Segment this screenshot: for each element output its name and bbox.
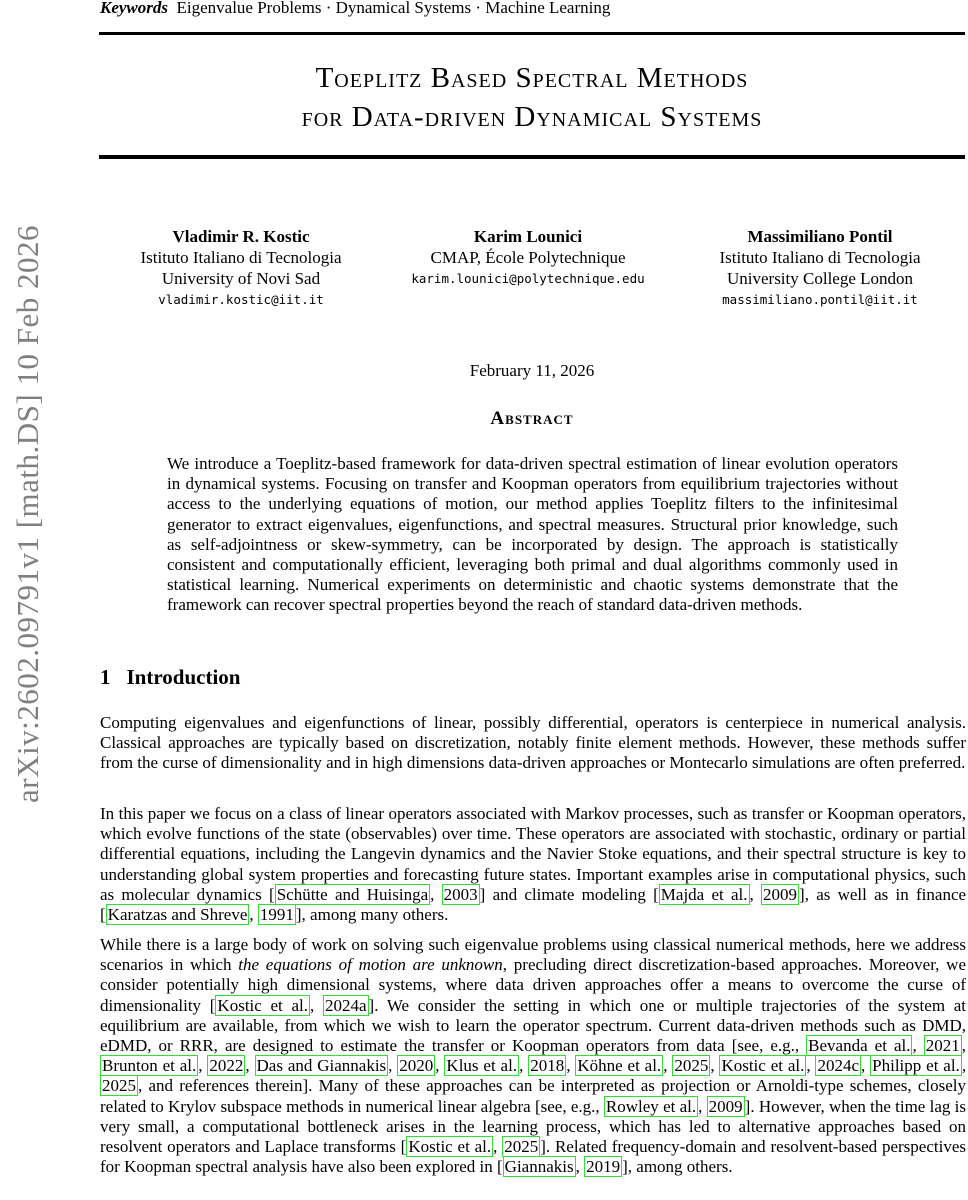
citation-link[interactable]: Schütte and Huisinga [276,884,429,904]
citation-link[interactable]: 2020 [399,1056,434,1076]
citation-link[interactable]: 2025 [102,1076,136,1096]
intro-paragraph-2: In this paper we focus on a class of linear operators associated with Markov processes, such as transfer or Koopman operators, which evolve functions of the state (observables) over time. These operators are associated with stochastic, ordinary or partial differential equations, including the Langevin dynamics and the Navier Stoke equations, and their spectral structure is key to understanding global system properties and forecasting future states. Important examples arise in computational physics, such as molecular dynamics [ Schütte and Huisinga , 2003 ] and climate modeling [ Majda et al. , 2009 ], as well as in finance [ Karatzas and Shreve , 1991 ], among many others. [100,804,967,925]
keywords-line [100,0,610,18]
author-affiliation: University College London [726,269,914,288]
author-email[interactable]: karim.lounici@polytechnique.edu [411,271,645,286]
author-block-3 [680,226,960,310]
citation-link[interactable]: 2024c [817,1056,860,1076]
citation-link[interactable]: Giannakis [504,1157,574,1177]
abstract-heading: Abstract [490,408,574,429]
paper-title-line-1: Toeplitz Based Spectral Methods [315,62,749,94]
citation-link[interactable]: Bevanda et al. [808,1036,911,1056]
section-heading [100,665,240,690]
author-block-2 [388,226,668,289]
citation-link[interactable]: 2018 [530,1056,565,1076]
citation-link[interactable]: 2024a [324,995,367,1015]
author-block-1 [101,226,381,310]
citation-link[interactable]: 2025 [504,1137,539,1157]
citation-link[interactable]: Kostic et al. [408,1137,492,1157]
citation-link[interactable]: Kostic et al. [217,995,309,1015]
citation-link[interactable]: 2022 [209,1056,244,1076]
citation-link[interactable]: 1991 [259,905,294,925]
keywords-text: Eigenvalue Problems · Dynamical Systems · Machine Learning [176,0,611,17]
author-affiliation: CMAP, École Polytechnique [430,248,626,267]
intro-paragraph-1: Computing eigenvalues and eigenfunctions of linear, possibly differential, operators is centerpiece in numerical analysis. Classical approaches are typically based on discretization, notably finite element methods. However, these methods suffer from the curse of dimensionality and in high dimensions data-driven approaches or Montecarlo simulations are often preferred. [100,713,966,773]
author-email[interactable]: massimiliano.pontil@iit.it [722,292,918,307]
section-number: 1 [100,665,111,689]
citation-link[interactable]: Kostic et al. [721,1056,805,1076]
author-name: Karim Lounici [473,227,583,246]
citation-link[interactable]: Das and Giannakis [256,1056,387,1076]
paper-date: February 11, 2026 [469,361,595,380]
section-title: Introduction [126,665,241,689]
citation-link[interactable]: 2009 [763,884,798,904]
citation-link[interactable]: Majda et al. [660,884,748,904]
paper-title-line-2: for Data-driven Dynamical Systems [301,101,763,133]
keywords-label: Keywords [100,0,168,17]
citation-link[interactable]: Klus et al. [446,1056,518,1076]
emphasis-text: the equations of motion are unknown [238,955,503,975]
author-name: Vladimir R. Kostic [172,227,310,246]
citation-link[interactable]: Rowley et al. [605,1096,697,1116]
arxiv-stamp: arXiv:2602.09791v1 [math.DS] 10 Feb 2026 [10,225,45,803]
top-rule [99,32,965,35]
citation-link[interactable]: 2019 [586,1157,621,1177]
author-name: Massimiliano Pontil [747,227,893,246]
author-email[interactable]: vladimir.kostic@iit.it [158,292,324,307]
author-affiliation: Istituto Italiano di Tecnologia [140,248,342,267]
abstract-text: We introduce a Toeplitz-based framework for data-driven spectral estimation of linear evolution operators in dynamical systems. Focusing on transfer and Koopman operators from equilibrium trajectories without access to the underlying equations of motion, our method applies Toeplitz filters to the infinitesimal generator to extract eigenvalues, eigenfunctions, and spectral measures. Structural prior knowledge, such as self-adjointness or skew-symmetry, can be incorporated by design. The approach is statistically consistent and computationally efficient, leveraging both primal and dual algorithms commonly used in statistical learning. Numerical experiments on deterministic and chaotic systems demonstrate that the framework can recover spectral properties beyond the reach of standard data-driven methods. [167,454,898,615]
citation-link[interactable]: 2025 [674,1056,709,1076]
citation-link[interactable]: Philipp et al. [872,1056,960,1076]
author-affiliation: Istituto Italiano di Tecnologia [719,248,921,267]
citation-link[interactable]: Karatzas and Shreve [107,905,248,925]
author-affiliation: University of Novi Sad [161,269,321,288]
citation-link[interactable]: Köhne et al. [577,1056,662,1076]
title-bottom-rule [99,155,965,159]
intro-paragraph-3: While there is a large body of work on solving such eigenvalue problems using classical numerical methods, here we address scenarios in which the equations of motion are unknown, precluding direct discretization-based approaches. Moreover, we consider potentially high dimensional systems, where data driven approaches offer a means to overcome the curse of dimensionality [ Kostic et al. , 2024a ]. We consider the setting in which one or multiple trajectories of the system at equilibrium are available, from which we wish to learn the operator spectrum. Current data-driven methods such as DMD, eDMD, or RRR, are designed to estimate the transfer or Koopman operators from data [see, e.g., Bevanda et al. , 2021 , Brunton et al. , 2022 , Das and Giannakis , 2020 , Klus et al. , 2018 , Köhne et al. , 2025 , Kostic et al. , 2024c , Philipp et al. , 2025 , and references therein]. Many of these approaches can be interpreted as projection or Arnoldi-type schemes, closely related to Krylov subspace methods in numerical linear algebra [see, e.g., Rowley et al. , 2009 ]. However, when the time lag is very small, a computational bottleneck arises in the learning process, which has led to alternative approaches based on resolvent operators and Laplace transforms [ Kostic et al. , 2025 ]. Related frequency-domain and resolvent-based perspectives for Koopman spectral analysis have also been explored in [ Giannakis , 2019 ], among others. [100,935,967,1177]
citation-link[interactable]: 2009 [708,1096,743,1116]
citation-link[interactable]: 2003 [443,884,478,904]
citation-link[interactable]: Brunton et al. [102,1056,197,1076]
citation-link[interactable]: 2021 [925,1036,960,1056]
